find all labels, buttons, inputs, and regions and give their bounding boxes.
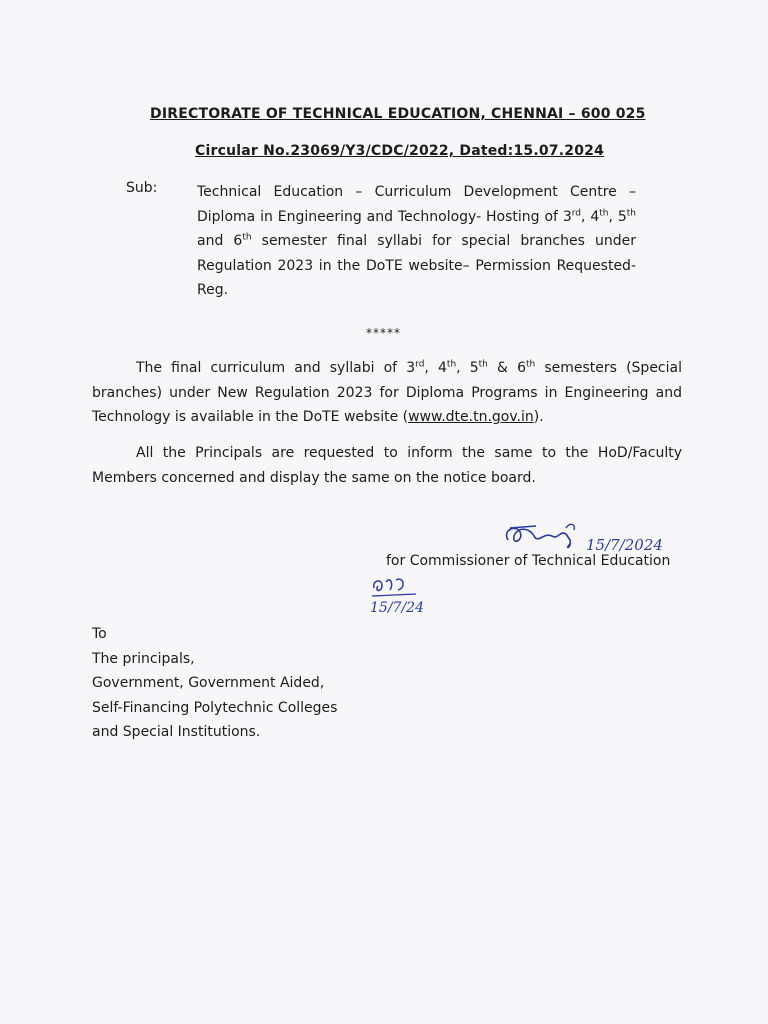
- para1-suffix: ).: [533, 409, 544, 425]
- subject-text: Technical Education – Curriculum Development Centre – Diploma in Engineering and Technology- Hosting of 3rd, 4th, 5th and 6th semester final syllabi for special branches under Regulation 2023 in the DoTE website– Permission Requested- Reg.: [197, 184, 637, 298]
- separator-stars: *****: [366, 326, 401, 340]
- addressee-line: Government, Government Aided,: [92, 675, 325, 692]
- principals-paragraph: [92, 441, 682, 490]
- signature-image: [500, 518, 680, 558]
- initials-image: [368, 574, 438, 618]
- signatory-line: for Commissioner of Technical Education: [386, 553, 671, 569]
- signature-date: 15/7/2024: [586, 536, 663, 554]
- addressee-line: and Special Institutions.: [92, 724, 261, 741]
- circular-number: Circular No.23069/Y3/CDC/2022, Dated:15.07.2024: [195, 143, 605, 159]
- subject-label: Sub:: [126, 180, 158, 196]
- para1-middle: semesters (Special branches) under New Regulation 2023 for Diploma Programs in Engineering and Technology is available in the DoTE website (: [92, 360, 682, 425]
- curriculum-paragraph: The final curriculum and syllabi of 3rd, 4th, 5th & 6th semesters (Special branches) under New Regulation 2023 for Diploma Programs in Engineering and Technology is available in the DoTE website (www.dte.tn.gov.in).: [92, 359, 682, 425]
- para1-prefix: The final curriculum and syllabi of: [136, 360, 407, 376]
- directorate-header: DIRECTORATE OF TECHNICAL EDUCATION, CHENNAI – 600 025: [150, 106, 646, 122]
- addressee-line: The principals,: [92, 650, 195, 667]
- dote-website-link[interactable]: www.dte.tn.gov.in: [408, 409, 534, 425]
- para2-text: All the Principals are requested to inform the same to the HoD/Faculty Members concerned and display the same on the notice board.: [92, 445, 682, 486]
- initials-date: 15/7/24: [370, 600, 424, 616]
- addressee-block: [92, 622, 337, 745]
- to-label: To: [92, 626, 107, 642]
- addressee-line: Self-Financing Polytechnic Colleges: [92, 699, 338, 716]
